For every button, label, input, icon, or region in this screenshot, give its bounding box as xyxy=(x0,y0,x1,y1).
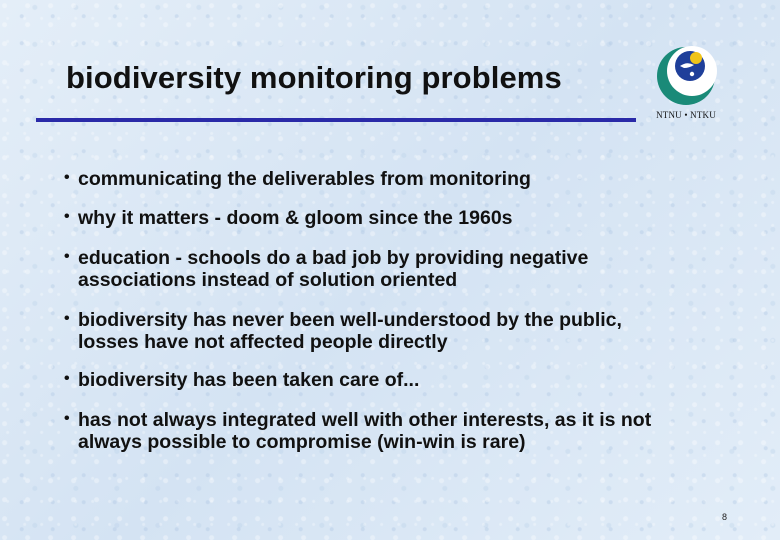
bullet-icon: • xyxy=(64,410,70,427)
bullet-text: biodiversity has been taken care of... xyxy=(78,369,420,391)
bullet-text: communicating the deliverables from monitoring xyxy=(78,168,531,190)
bullet-text: has not always integrated well with other interests, as it is not always possible to compromise (win-win is rare) xyxy=(78,409,652,453)
logo-text: NTNU • NTKU xyxy=(656,110,716,120)
logo-emblem-icon xyxy=(654,44,718,108)
logo xyxy=(650,44,722,126)
list-item xyxy=(64,369,419,391)
bullet-icon: • xyxy=(64,248,70,265)
bullet-icon: • xyxy=(64,208,70,225)
bullet-text: education - schools do a bad job by providing negative associations instead of solution oriented xyxy=(78,247,589,291)
page-number: 8 xyxy=(722,512,728,522)
bullet-icon: • xyxy=(64,310,70,327)
list-item xyxy=(64,309,638,353)
bullet-text: biodiversity has never been well-understood by the public, losses have not affected people directly xyxy=(78,309,622,353)
bullet-icon: • xyxy=(64,169,70,186)
list-item xyxy=(64,247,668,291)
list-item xyxy=(64,409,708,453)
bullet-icon: • xyxy=(64,370,70,387)
bullet-text: why it matters - doom & gloom since the 1960s xyxy=(78,207,513,229)
slide-title: biodiversity monitoring problems xyxy=(66,60,562,95)
list-item xyxy=(64,207,513,229)
list-item xyxy=(64,168,531,190)
title-divider xyxy=(36,118,636,122)
